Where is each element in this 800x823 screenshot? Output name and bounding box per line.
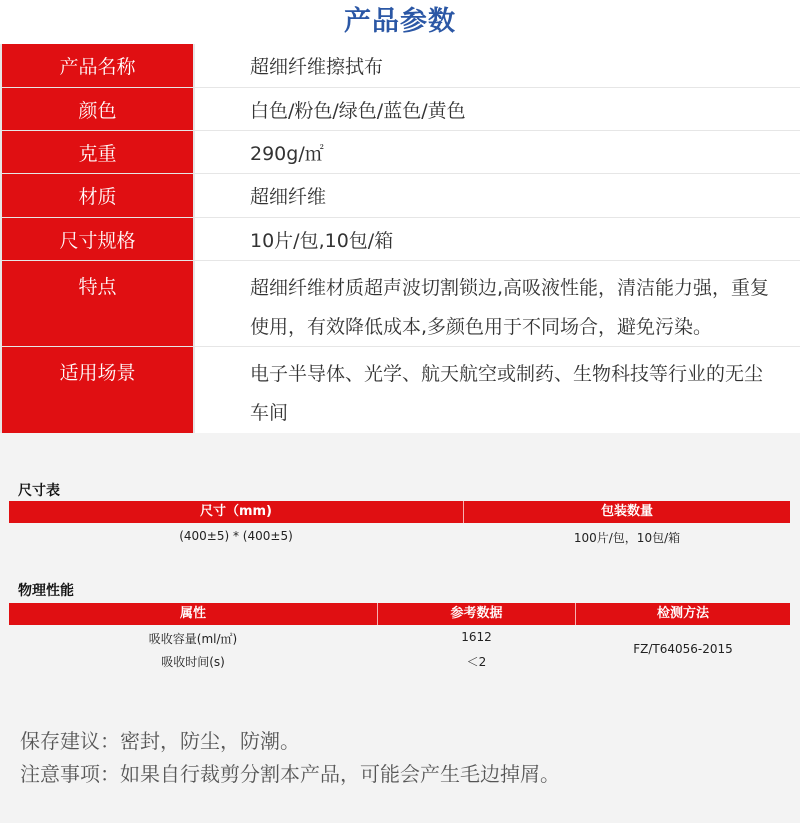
spec-row-color	[0, 88, 800, 131]
spec-value: 10片/包,10包/箱	[195, 218, 800, 260]
spec-row-applications	[0, 347, 800, 434]
spec-label: 颜色	[2, 88, 193, 130]
physical-cell-property: 吸收容量(ml/㎡)	[148, 632, 238, 646]
detail-panel	[0, 433, 800, 823]
physical-header-value: 参考数据	[450, 606, 503, 621]
spec-label: 产品名称	[2, 44, 193, 87]
page-title: 产品参数	[344, 6, 456, 37]
size-cell-dimension: (400±5) * (400±5)	[179, 529, 293, 543]
caution-note: 注意事项：如果自行裁剪分割本产品，可能会产生毛边掉屑。	[20, 762, 560, 786]
physical-table-header	[9, 603, 790, 625]
size-header-dimension: 尺寸（mm)	[199, 504, 273, 519]
physical-cell-method: FZ/T64056-2015	[633, 642, 733, 656]
spec-row-size	[0, 218, 800, 261]
physical-table-title: 物理性能	[18, 583, 74, 599]
spec-label: 特点	[2, 261, 193, 346]
size-cell-packaging: 100片/包，10包/箱	[573, 531, 681, 545]
spec-label: 克重	[2, 131, 193, 173]
physical-header-method: 检测方法	[656, 606, 709, 621]
spec-row-features	[0, 261, 800, 347]
spec-value: 白色/粉色/绿色/蓝色/黄色	[195, 88, 800, 130]
size-table-title: 尺寸表	[18, 483, 60, 499]
spec-value: 电子半导体、光学、航天航空或制药、生物科技等行业的无尘车间	[195, 347, 800, 433]
physical-cell-property: 吸收时间(s)	[161, 655, 225, 669]
physical-cell-value: ＜2	[466, 655, 487, 669]
spec-label: 材质	[2, 174, 193, 217]
storage-note: 保存建议：密封，防尘，防潮。	[20, 729, 300, 753]
spec-value: 超细纤维材质超声波切割锁边,高吸液性能，清洁能力强，重复使用，有效降低成本,多颜色用于不同场合，避免污染。	[195, 261, 800, 346]
spec-row-weight	[0, 131, 800, 174]
size-table-header	[9, 501, 790, 523]
size-header-packaging: 包装数量	[600, 504, 653, 519]
spec-label: 尺寸规格	[2, 218, 193, 260]
spec-row-name	[0, 44, 800, 88]
spec-value: 超细纤维	[195, 174, 800, 217]
spec-value: 超细纤维擦拭布	[195, 44, 800, 87]
spec-table	[0, 44, 800, 433]
physical-header-property: 属性	[179, 606, 206, 621]
spec-label: 适用场景	[2, 347, 193, 433]
spec-row-material	[0, 174, 800, 218]
physical-cell-value: 1612	[461, 630, 492, 644]
spec-value: 290g/㎡	[195, 131, 800, 173]
